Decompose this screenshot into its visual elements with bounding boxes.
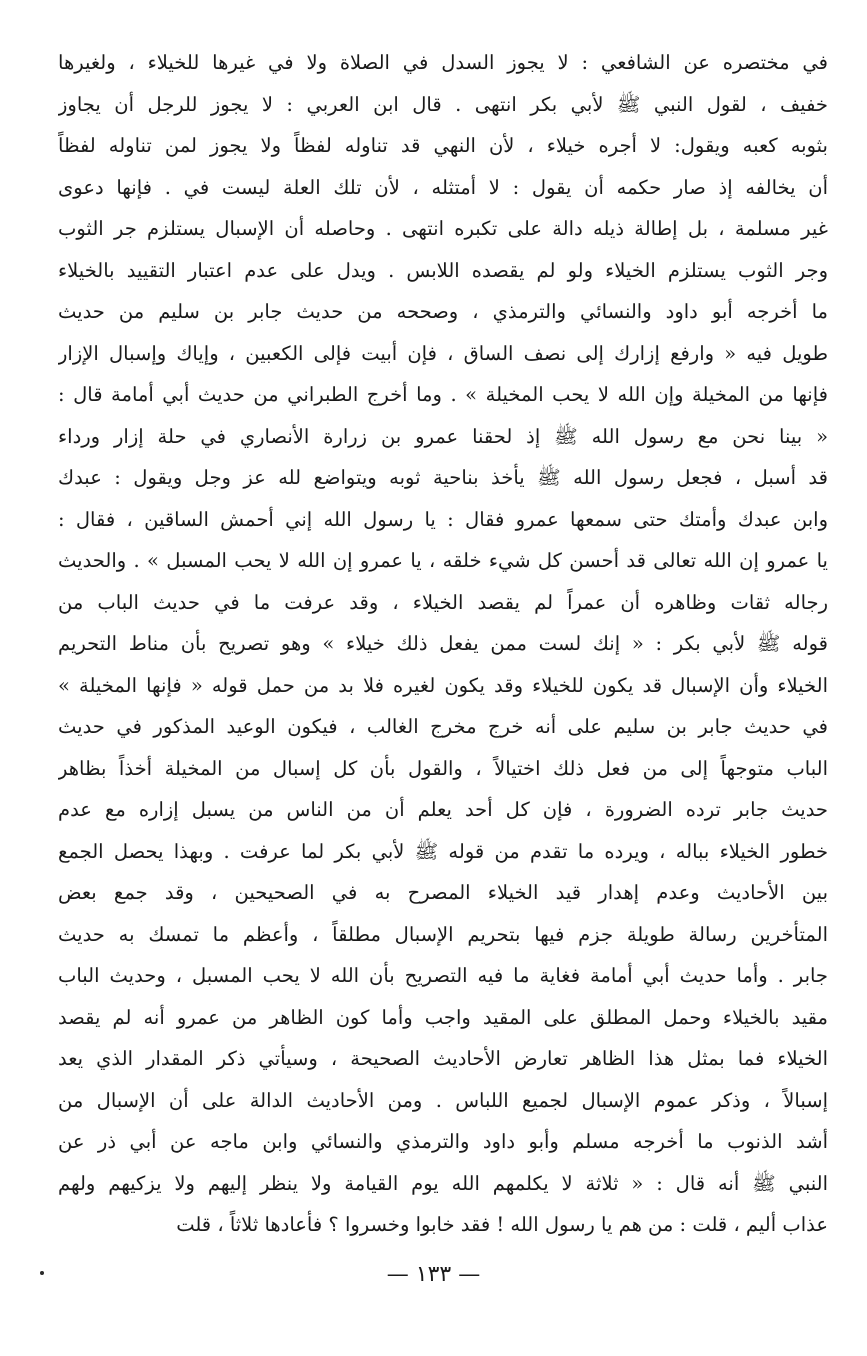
text-line: وابن عبدك وأمتك حتى سمعها عمرو فقال : يا رسول الله إني أحمش الساقين ، فقال : [58, 507, 828, 531]
text-line: ما أخرجه أبو داود والنسائي والترمذي ، وصححه من حديث جابر بن سليم من حديث [58, 300, 828, 323]
text-line: غير مسلمة ، بل إطالة ذيله دالة على تكبره انتهى . وحاصله أن الإسبال يستلزم جر الثوب [58, 217, 828, 240]
text-line: في حديث جابر بن سليم على أنه خرج مخرج الغالب ، فيكون الوعيد المذكور في حديث [58, 715, 828, 738]
text-line: فإنها من المخيلة وإن الله لا يحب المخيلة » . وما أخرج الطبراني من حديث أبي أمامة قال : [58, 383, 828, 406]
text-line: مقيد بالخيلاء وحمل المطلق على المقيد واجب وأما كون الظاهر من عمرو أنه لم يقصد [58, 1005, 828, 1029]
text-line: قد أسبل ، فجعل رسول الله ﷺ يأخذ بناحية ثوبه ويتواضع لله عز وجل ويقول : عبدك [58, 466, 828, 489]
text-line: بثوبه كعبه ويقول: لا أجره خيلاء ، لأن النهي قد تناوله لفظاً ولا يجوز لمن تناوله لفظاً [58, 134, 828, 157]
text-line: المتأخرين رسالة طويلة جزم فيها بتحريم الإسبال مطلقاً ، وأعظم ما تمسك به حديث [58, 922, 828, 946]
text-line: خطور الخيلاء بباله ، ويرده ما تقدم من قوله ﷺ لأبي بكر لما عرفت . وبهذا يحصل الجمع [58, 839, 828, 863]
text-line: إسبالاً ، وذكر عموم الإسبال لجميع اللباس . ومن الأحاديث الدالة على أن الإسبال من [58, 1088, 828, 1112]
text-line: يا عمرو إن الله تعالى قد أحسن كل شيء خلقه ، يا عمرو إن الله لا يحب المسبل » . والحديث [58, 549, 828, 572]
text-line: أن يخالفه إذ صار حكمه أن يقول : لا أمتثله ، لأن تلك العلة ليست في . فإنها دعوى [58, 175, 828, 199]
text-line: عذاب أليم ، قلت : من هم يا رسول الله ! فقد خابوا وخسروا ؟ فأعادها ثلاثاً ، قلت [176, 1213, 828, 1236]
text-line: رجاله ثقات وظاهره أن عمراً لم يقصد الخيلاء ، وقد عرفت ما في حديث الباب من [58, 590, 828, 614]
text-line: الباب متوجهاً إلى من فعل ذلك اختيالاً ، والقول بأن كل إسبال من المخيلة أخذاً بظاهر [58, 756, 828, 780]
text-line: قوله ﷺ لأبي بكر : « إنك لست ممن يفعل ذلك خيلاء » وهو تصريح بأن مناط التحريم [58, 632, 828, 655]
text-line: بين الأحاديث وعدم إهدار قيد الخيلاء المصرح به في الصحيحين ، وقد جمع بعض [58, 881, 828, 904]
text-line: وجر الثوب يستلزم الخيلاء ولو لم يقصده اللابس . ويدل على عدم اعتبار التقييد بالخيلاء [58, 258, 828, 282]
page-number: — ١٣٣ — [386, 1262, 481, 1287]
text-line: حديث جابر ترده الضرورة ، فإن كل أحد يعلم أن من الناس من يسبل إزاره مع عدم [58, 798, 828, 821]
text-line: الخيلاء فما بمثل هذا الظاهر تعارض الأحاديث الصحيحة ، وسيأتي ذكر المقدار الذي يعد [58, 1047, 828, 1070]
text-line: جابر . وأما حديث أبي أمامة فغاية ما فيه التصريح بأن الله لا يحب المسبل ، وحديث الباب [58, 964, 828, 987]
text-line: خفيف ، لقول النبي ﷺ لأبي بكر انتهى . قال ابن العربي : لا يجوز للرجل أن يجاوز [58, 92, 828, 116]
text-line: طويل فيه « وارفع إزارك إلى نصف الساق ، فإن أبيت فإلى الكعبين ، وإياك وإسبال الإزار [58, 341, 828, 365]
body-text [58, 42, 828, 1246]
text-line: أشد الذنوب ما أخرجه مسلم وأبو داود والترمذي والنسائي وابن ماجه عن أبي ذر عن [58, 1130, 828, 1153]
text-line: في مختصره عن الشافعي : لا يجوز السدل في الصلاة ولا في غيرها للخيلاء ، ولغيرها [58, 51, 828, 74]
text-line: الخيلاء وأن الإسبال قد يكون للخيلاء وقد يكون لغيره فلا بد من حمل قوله « فإنها المخيلة » [58, 673, 828, 697]
text-line: « بينا نحن مع رسول الله ﷺ إذ لحقنا عمرو بن زرارة الأنصاري في حلة إزار ورداء [58, 424, 828, 448]
text-line: النبي ﷺ أنه قال : « ثلاثة لا يكلمهم الله يوم القيامة ولا ينظر إليهم ولا يزكيهم ولهم [58, 1171, 828, 1195]
